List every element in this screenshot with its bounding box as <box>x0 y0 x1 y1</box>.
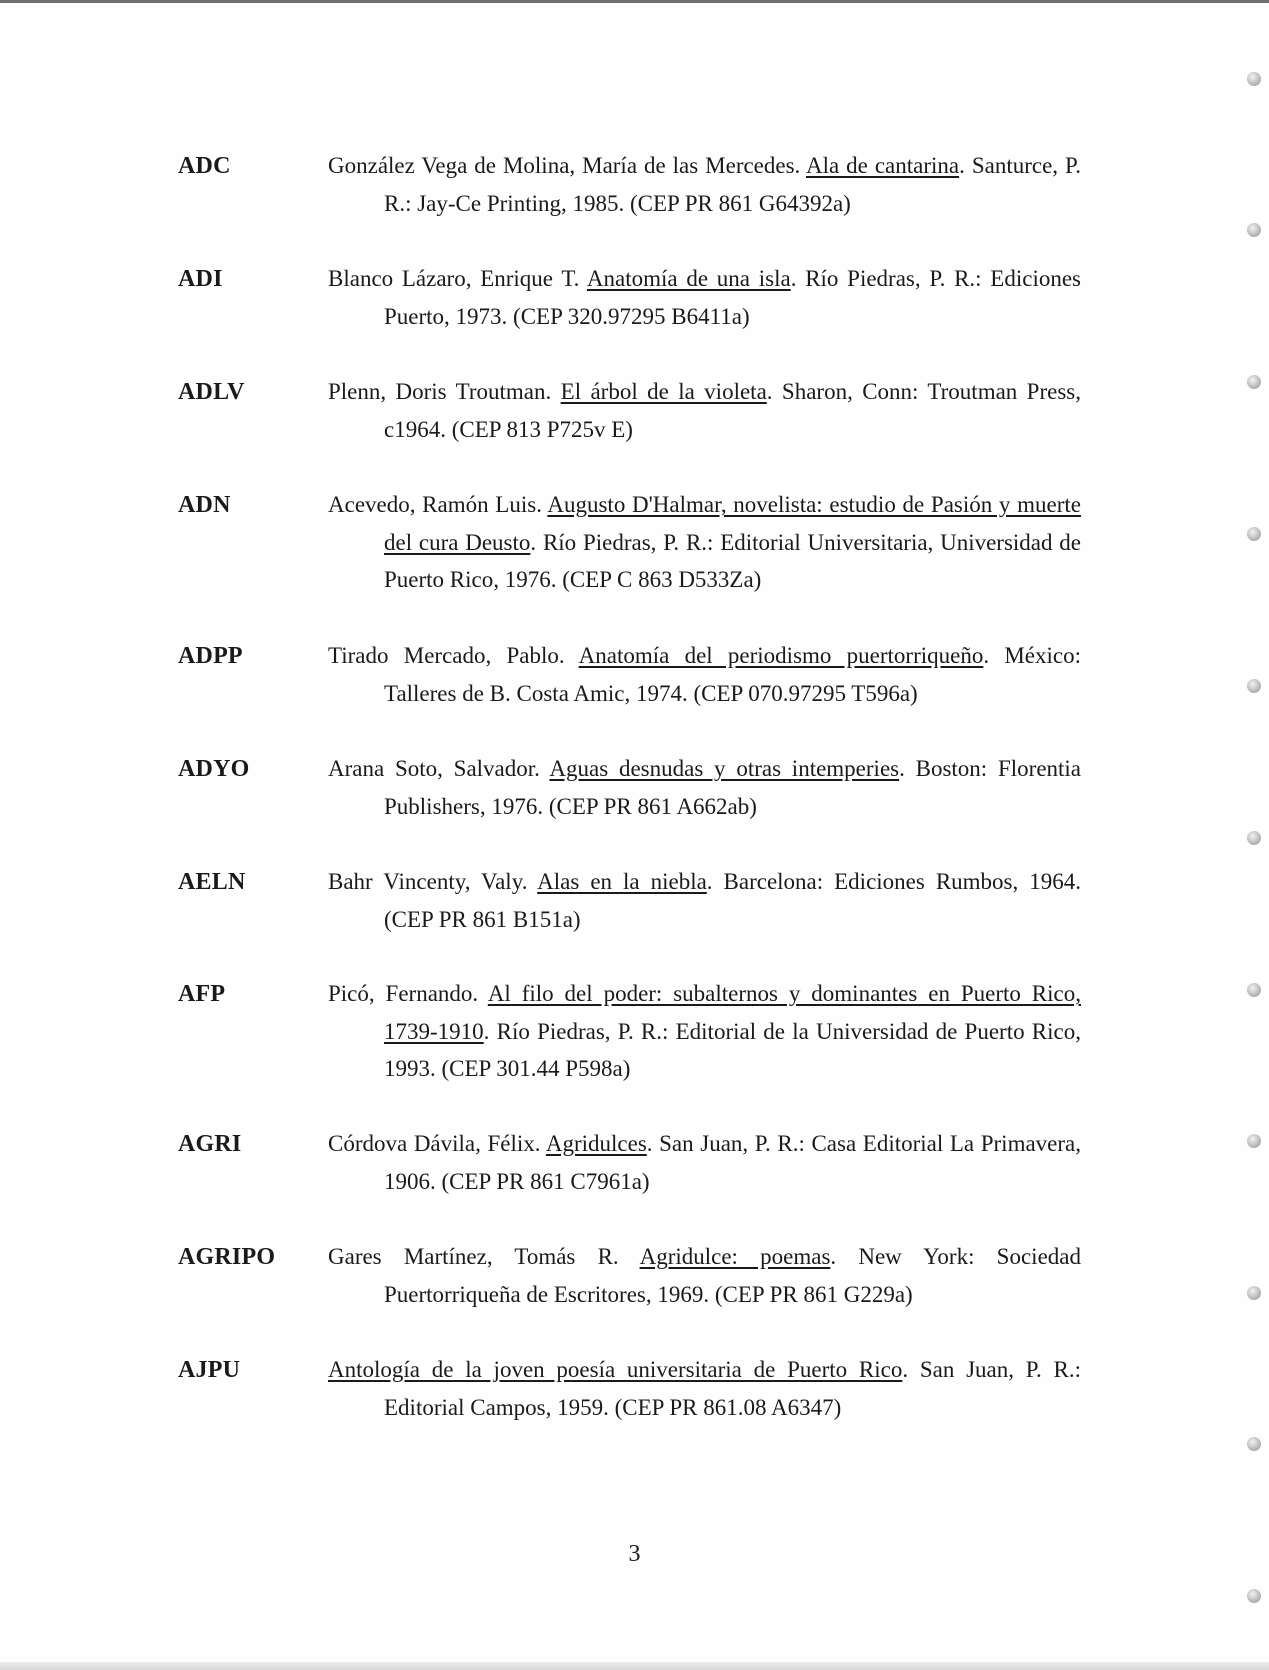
entry-author: Plenn, Doris Troutman. <box>328 379 552 404</box>
entry-code: AGRIPO <box>178 1244 276 1270</box>
entry-code: AGRI <box>178 1131 242 1157</box>
entry-citation <box>328 373 1081 448</box>
entry-details: . Santurce, P. R.: Jay-Ce Printing, 1985. (CEP PR 861 G64392a) <box>384 153 1081 216</box>
binder-hole-icon <box>1247 72 1261 86</box>
entry-citation <box>328 147 1081 222</box>
page-number: 3 <box>628 1541 641 1567</box>
entry-details: . Río Piedras, P. R.: Editorial de la Universidad de Puerto Rico, 1993. (CEP 301.44 P598a) <box>384 1018 1081 1081</box>
entry-author: Tirado Mercado, Pablo. <box>328 643 565 668</box>
entry-code: ADLV <box>178 379 245 405</box>
entry-code: AJPU <box>178 1357 241 1383</box>
entry-author: Bahr Vincenty, Valy. <box>328 869 528 894</box>
top-edge-rule <box>0 0 1269 3</box>
entry-details: . Barcelona: Ediciones Rumbos, 1964. (CEP PR 861 B151a) <box>384 869 1081 932</box>
entry-code: ADI <box>178 266 223 292</box>
entry-details: . New York: Sociedad Puertorriqueña de Escritores, 1969. (CEP PR 861 G229a) <box>384 1244 1081 1307</box>
entry-author: Arana Soto, Salvador. <box>328 756 540 781</box>
entry-title: Agridulce: poemas <box>639 1244 831 1269</box>
entry-title: Al filo del poder: subalternos y dominantes en Puerto Rico, 1739-1910 <box>384 981 1081 1044</box>
entry-citation <box>328 637 1081 712</box>
entry-details: . México: Talleres de B. Costa Amic, 1974. (CEP 070.97295 T596a) <box>384 643 1081 706</box>
binder-hole-icon <box>1247 831 1261 845</box>
binder-hole-icon <box>1247 1589 1261 1603</box>
entry-details: . San Juan, P. R.: Casa Editorial La Primavera, 1906. (CEP PR 861 C7961a) <box>384 1131 1081 1194</box>
entry-author: Córdova Dávila, Félix. <box>328 1131 541 1156</box>
entry-citation <box>328 486 1081 599</box>
bottom-edge-shadow <box>0 1662 1269 1670</box>
binder-hole-icon <box>1247 223 1261 237</box>
entry-title: Anatomía del periodismo puertorriqueño <box>578 643 984 668</box>
entry-title: Alas en la niebla <box>537 869 707 894</box>
entry-citation <box>328 260 1081 335</box>
entry-author: Picó, Fernando. <box>328 981 479 1006</box>
entry-author: Acevedo, Ramón Luis. <box>328 492 542 517</box>
entry-title: Antología de la joven poesía universitaria de Puerto Rico <box>328 1357 903 1382</box>
entry-code: AFP <box>178 981 226 1007</box>
entry-code: AELN <box>178 869 246 895</box>
binder-hole-icon <box>1247 1134 1261 1148</box>
entry-title: Ala de cantarina <box>806 153 960 178</box>
entry-citation <box>328 863 1081 938</box>
entry-code: ADPP <box>178 643 243 669</box>
entry-code: ADYO <box>178 756 250 782</box>
binder-hole-icon <box>1247 375 1261 389</box>
entry-details: . San Juan, P. R.: Editorial Campos, 1959. (CEP PR 861.08 A6347) <box>384 1357 1081 1420</box>
binder-hole-icon <box>1247 983 1261 997</box>
binder-hole-icon <box>1247 1286 1261 1300</box>
entry-title: El árbol de la violeta <box>560 379 767 404</box>
entry-details: . Boston: Florentia Publishers, 1976. (CEP PR 861 A662ab) <box>384 756 1082 819</box>
entry-code: ADC <box>178 153 231 179</box>
entry-details: . Río Piedras, P. R.: Ediciones Puerto, 1973. (CEP 320.97295 B6411a) <box>384 266 1082 329</box>
entry-details: . Sharon, Conn: Troutman Press, c1964. (CEP 813 P725v E) <box>384 379 1081 442</box>
entry-author: González Vega de Molina, María de las Mercedes. <box>328 153 801 178</box>
entry-author: Blanco Lázaro, Enrique T. <box>328 266 580 291</box>
entry-citation <box>328 1238 1081 1313</box>
entry-title: Augusto D'Halmar, novelista: estudio de Pasión y muerte del cura Deusto <box>384 492 1081 555</box>
binder-hole-icon <box>1247 527 1261 541</box>
binder-hole-icon <box>1247 1437 1261 1451</box>
entry-citation <box>328 1125 1081 1200</box>
entry-author: Gares Martínez, Tomás R. <box>328 1244 619 1269</box>
entry-citation <box>328 750 1081 825</box>
entry-title: Anatomía de una isla <box>586 266 791 291</box>
entry-details: . Río Piedras, P. R.: Editorial Universitaria, Universidad de Puerto Rico, 1976. (CEP C 863 D533Za) <box>384 529 1081 592</box>
entry-citation <box>328 1351 1081 1426</box>
entry-code: ADN <box>178 492 231 518</box>
entry-title: Aguas desnudas y otras intemperies <box>549 756 900 781</box>
entry-title: Agridulces <box>545 1131 647 1156</box>
entry-citation <box>328 975 1081 1088</box>
binder-hole-icon <box>1247 679 1261 693</box>
